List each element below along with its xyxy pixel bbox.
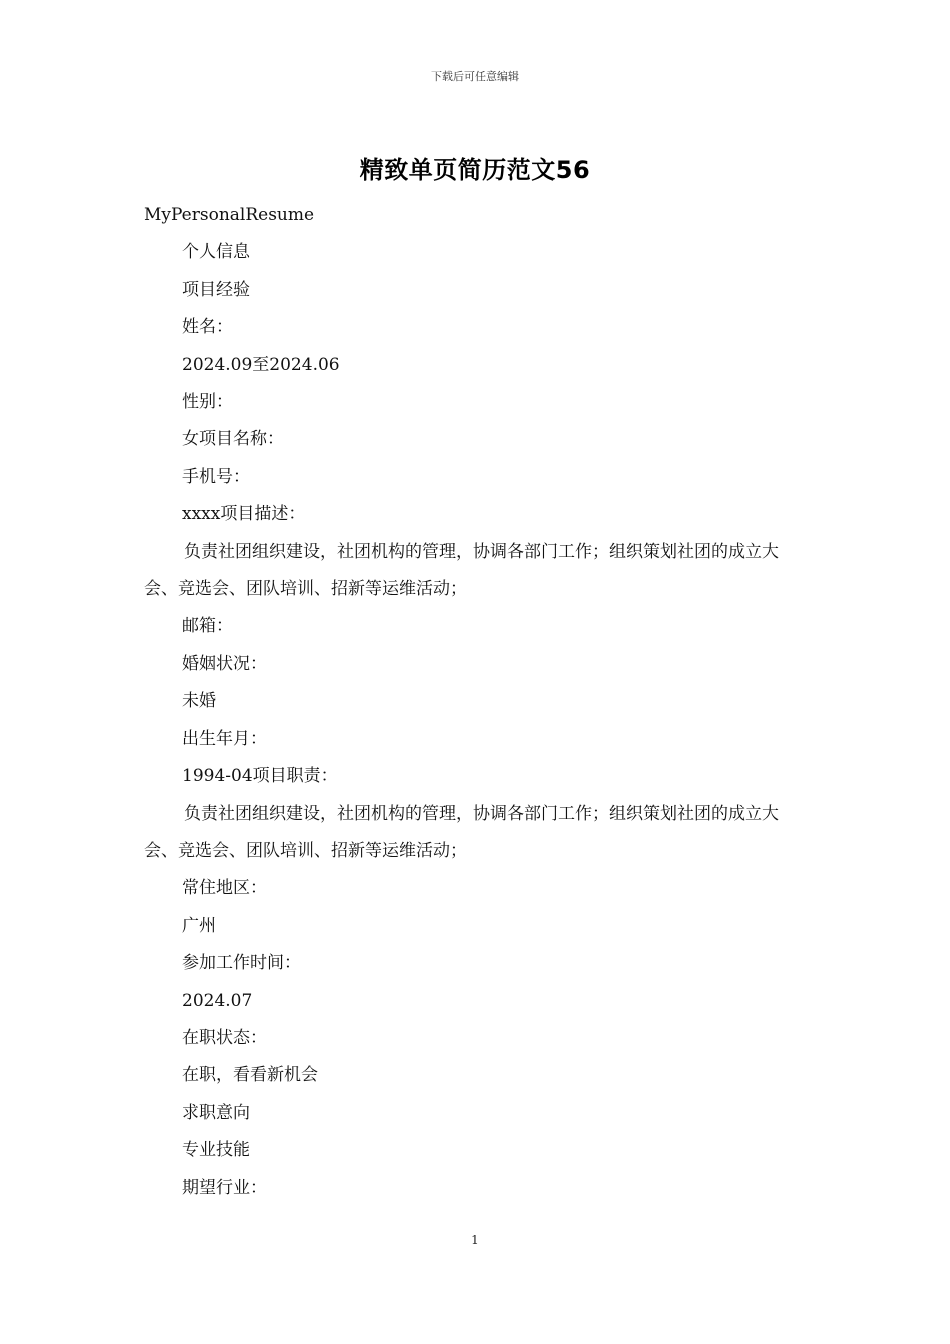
section-project-experience: 项目经验 — [182, 279, 250, 300]
marital-status-value: 未婚 — [182, 691, 216, 712]
residence-label: 常住地区： — [182, 878, 267, 899]
section-professional-skills: 专业技能 — [182, 1140, 250, 1161]
project-period: 2024.09至2024.06 — [182, 354, 340, 375]
work-start-value: 2024.07 — [182, 990, 253, 1011]
page-number: 1 — [471, 1233, 479, 1247]
project-description-text: 负责社团组织建设，社团机构的管理，协调各部门工作；组织策划社团的成立大会、竞选会、团队培训、招新等运维活动； — [144, 541, 779, 600]
gender-label: 性别： — [182, 392, 233, 413]
name-label: 姓名： — [182, 317, 233, 338]
employment-status-value: 在职，看看新机会 — [182, 1065, 318, 1086]
birth-date-label: 出生年月： — [182, 728, 267, 749]
document-body — [144, 197, 810, 1207]
project-duties-text: 负责社团组织建设，社团机构的管理，协调各部门工作；组织策划社团的成立大会、竞选会、团队培训、招新等运维活动； — [144, 803, 779, 861]
header-note: 下载后可任意编辑 — [431, 70, 519, 83]
document-title: 精致单页简历范文56 — [359, 156, 591, 184]
email-label: 邮箱： — [182, 616, 233, 637]
expected-industry-label: 期望行业： — [182, 1177, 267, 1198]
work-start-label: 参加工作时间： — [182, 953, 301, 974]
residence-value: 广州 — [182, 915, 216, 936]
project-description-label: xxxx项目描述： — [182, 504, 306, 525]
birth-date-project-duties: 1994-04项目职责： — [182, 766, 338, 787]
employment-status-label: 在职状态： — [182, 1027, 267, 1048]
gender-project-name: 女项目名称： — [182, 429, 284, 450]
phone-label: 手机号： — [182, 466, 250, 487]
section-job-intention: 求职意向 — [182, 1102, 250, 1123]
section-personal-info: 个人信息 — [182, 242, 250, 263]
resume-subtitle: MyPersonalResume — [144, 205, 315, 225]
marital-status-label: 婚姻状况： — [182, 653, 267, 674]
